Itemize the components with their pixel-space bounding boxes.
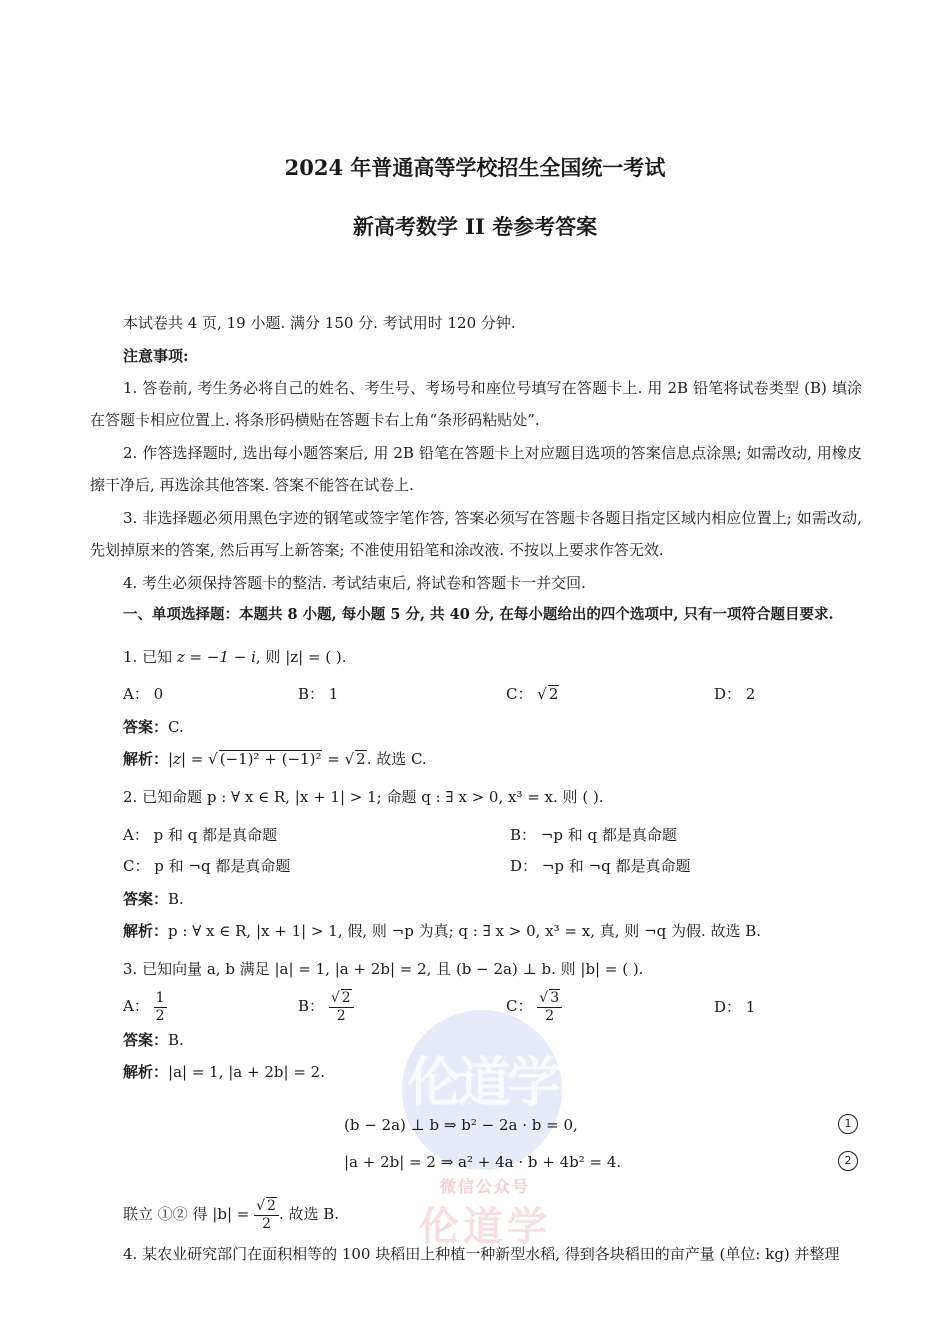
q2-option-d: D： ¬p 和 ¬q 都是真命题 bbox=[510, 857, 691, 875]
q1-answer: 答案：C. bbox=[123, 718, 184, 736]
q3-equation-1: (b − 2a) ⊥ b ⇒ b² − 2a · b = 0, bbox=[344, 1116, 578, 1134]
watermark-seal: 伦道学 bbox=[402, 1010, 562, 1170]
section-heading: 一、单项选择题：本题共 8 小题, 每小题 5 分, 共 40 分, 在每小题给出的四个选项中, 只有一项符合题目要求. bbox=[123, 606, 834, 623]
q2-option-c: C： p 和 ¬q 都是真命题 bbox=[123, 857, 291, 875]
fraction: $\frac{√ 2}{2}$ bbox=[329, 989, 354, 1025]
question-3-stem: 3. 已知向量 a, b 满足 |a| = 1, |a + 2b| = 2, 且 (b − 2a) ⊥ b. 则 |b| = ( ). bbox=[123, 960, 644, 978]
q1-option-b: B： 1 bbox=[298, 685, 339, 703]
q1-option-c: C： √ 2 bbox=[506, 685, 559, 703]
fraction: $\frac{√ 3}{2}$ bbox=[537, 989, 562, 1025]
question-1-stem: 1. 已知 z = −1 − i, 则 |z| = ( ). bbox=[123, 648, 347, 666]
fraction: $\frac{√ 2}{2}$ bbox=[254, 1197, 279, 1233]
document-title: 2024 年普通高等学校招生全国统一考试 bbox=[284, 155, 666, 180]
notice-item: 2. 作答选择题时, 选出每小题答案后, 用 2B 铅笔在答题卡上对应题目选项的答案信息点涂黑; 如需改动, 用橡皮擦干净后, 再选涂其他答案. 答案不能答在试卷上. bbox=[90, 444, 862, 494]
watermark-caption: 微信公众号 bbox=[439, 1177, 530, 1196]
notice-label: 注意事项: bbox=[123, 347, 189, 365]
q2-answer: 答案：B. bbox=[123, 890, 184, 908]
q3-equation-2: |a + 2b| = 2 ⇒ a² + 4a · b + 4b² = 4. bbox=[344, 1153, 622, 1171]
q3-option-c: C： $\frac{√ 3}{2}$ bbox=[506, 988, 562, 1025]
q1-analysis: 解析：|z| = √ (−1)² + (−1)² = √ 2. 故选 C. bbox=[123, 750, 427, 768]
intro-text: 本试卷共 4 页, 19 小题. 满分 150 分. 考试用时 120 分钟. bbox=[123, 314, 516, 332]
q3-answer: 答案：B. bbox=[123, 1031, 184, 1049]
q3-conclusion: 联立 ①② 得 |b| = $\frac{√ 2}{2}$ . 故选 B. bbox=[123, 1198, 340, 1232]
q2-option-b: B： ¬p 和 q 都是真命题 bbox=[510, 826, 677, 844]
q2-analysis: 解析：p : ∀ x ∈ R, |x + 1| > 1, 假, 则 ¬p 为真; q : ∃ x > 0, x³ = x, 真, 则 ¬q 为假. 故选 B. bbox=[123, 922, 762, 940]
notice-item: 3. 非选择题必须用黑色字迹的钢笔或签字笔作答, 答案必须写在答题卡各题目指定区域内相应位置上; 如需改动, 先划掉原来的答案, 然后再写上新答案; 不准使用铅笔和涂改液. 不按以上要求作答无效. bbox=[90, 509, 862, 559]
equation-marker-1: 1 bbox=[838, 1114, 858, 1134]
q2-option-a: A： p 和 q 都是真命题 bbox=[123, 826, 278, 844]
question-2-stem: 2. 已知命题 p : ∀ x ∈ R, |x + 1| > 1; 命题 q : ∃ x > 0, x³ = x. 则 ( ). bbox=[123, 788, 604, 806]
q1-option-d: D： 2 bbox=[714, 685, 756, 703]
question-4-stem: 4. 某农业研究部门在面积相等的 100 块稻田上种植一种新型水稻, 得到各块稻田的亩产量 (单位: kg) 并整理 bbox=[123, 1245, 840, 1263]
q3-analysis: 解析：|a| = 1, |a + 2b| = 2. bbox=[123, 1063, 325, 1081]
equation-marker-2: 2 bbox=[838, 1151, 858, 1171]
document-subtitle: 新高考数学 II 卷参考答案 bbox=[352, 214, 598, 239]
q3-option-a: A： $\frac{1}{2}$ bbox=[123, 989, 165, 1024]
fraction: $\frac{1}{2}$ bbox=[155, 989, 165, 1024]
notice-item: 4. 考生必须保持答题卡的整洁. 考试结束后, 将试卷和答题卡一并交回. bbox=[123, 574, 586, 592]
watermark-brand: 伦道学 bbox=[419, 1203, 551, 1250]
q3-option-b: B： $\frac{√ 2}{2}$ bbox=[298, 988, 354, 1025]
q3-option-d: D： 1 bbox=[714, 998, 756, 1016]
notice-item: 1. 答卷前, 考生务必将自己的姓名、考生号、考场号和座位号填写在答题卡上. 用 2B 铅笔将试卷类型 (B) 填涂在答题卡相应位置上. 将条形码横贴在答题卡右上角“条形码粘贴处”. bbox=[90, 379, 862, 429]
q1-option-a: A： 0 bbox=[123, 685, 164, 703]
